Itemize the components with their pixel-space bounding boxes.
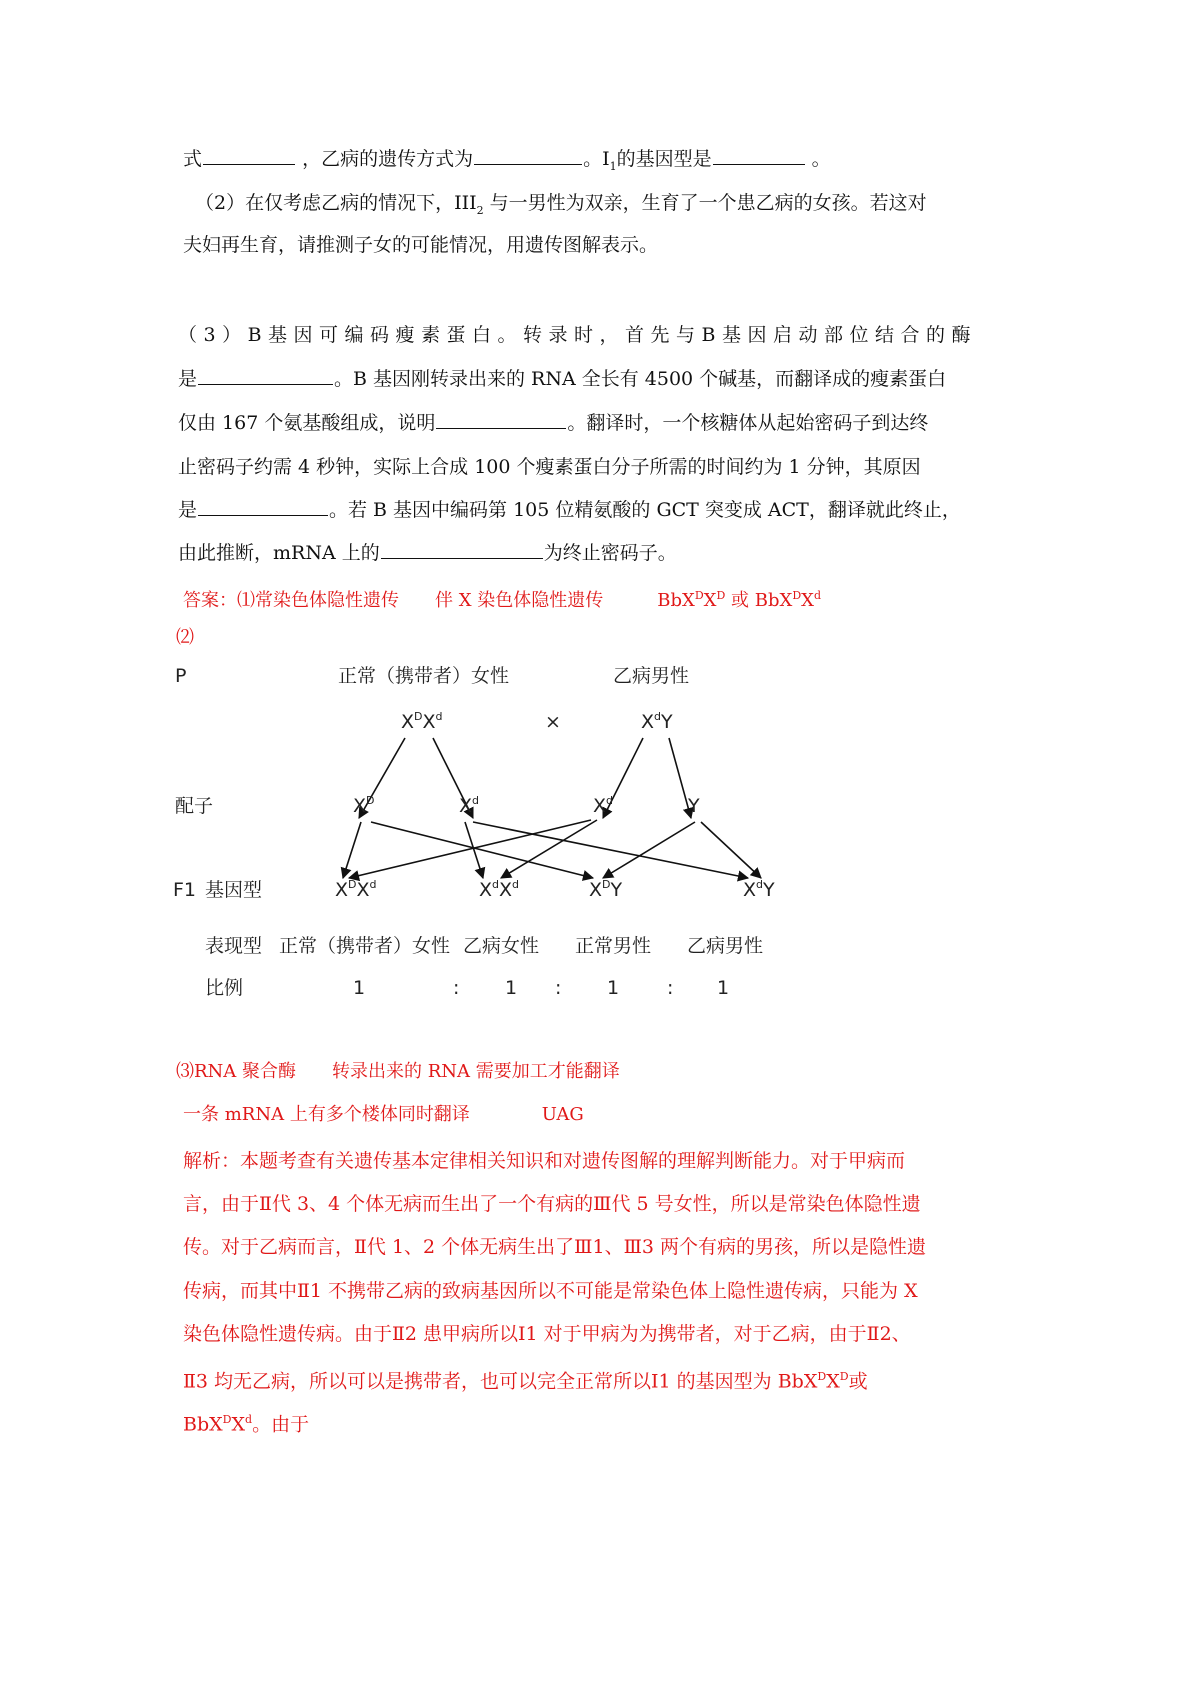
answer-blank-1[interactable] <box>203 146 295 165</box>
offspring-2: $X^dX^d$ <box>479 878 520 901</box>
sup: D <box>222 1413 232 1426</box>
ratio-sep-2: : <box>555 977 562 999</box>
parent-female-label: 正常（携带者）女性 <box>338 665 510 687</box>
answer-x: X <box>703 590 717 611</box>
q2-text-a: （2）在仅考虑乙病的情况下，III <box>195 192 477 214</box>
answer3-line-2: 一条 mRNA 上有多个楼体同时翻译 UAG <box>183 1104 584 1125</box>
analysis-line-7 <box>183 1407 309 1437</box>
q1-text-5: 。 <box>811 148 831 170</box>
phenotype-1: 正常（携带者）女性 <box>279 935 451 957</box>
q3-text-2a: 是 <box>178 368 198 390</box>
answer-blank-2[interactable] <box>474 146 582 165</box>
answer-blank-3[interactable] <box>713 146 805 165</box>
gametes-label: 配子 <box>175 795 214 817</box>
q3-text-3a: 仅由 167 个氨基酸组成，说明 <box>178 412 436 434</box>
gamete-3: $X^d$ <box>593 794 614 817</box>
analysis-x: X <box>826 1370 840 1393</box>
analysis-7a: BbX <box>183 1413 223 1436</box>
q2-text-b: 与一男性为双亲，生育了一个患乙病的女孩。若这对 <box>483 192 927 214</box>
parent-male-genotype: $X^dY$ <box>641 710 673 733</box>
q3-text-6b: 为终止密码子。 <box>543 542 677 564</box>
q2-sub: 2 <box>476 203 484 217</box>
ratio-3: 1 <box>607 977 620 999</box>
q1-text-4: 的基因型是 <box>616 148 712 170</box>
q3-line-4: 止密码子约需 4 秒钟，实际上合成 100 个瘦素蛋白分子所需的时间约为 1 分钟，其原因 <box>178 456 921 478</box>
analysis-line-5: 染色体隐性遗传病。由于Ⅱ2 患甲病所以Ⅰ1 对于甲病为为携带者，对于乙病，由于Ⅱ2、 <box>183 1323 911 1345</box>
parent-female-genotype: $X^DX^d$ <box>401 710 443 733</box>
phenotype-label: 表现型 <box>205 935 263 957</box>
sup: D <box>716 589 726 602</box>
answer-blank-5[interactable] <box>436 410 566 429</box>
cross-symbol: × <box>545 711 561 733</box>
sup: d <box>245 1413 253 1426</box>
ratio-4: 1 <box>717 977 730 999</box>
ratio-sep-3: : <box>667 977 674 999</box>
q2-line-1 <box>195 190 927 224</box>
ratio-1: 1 <box>353 977 366 999</box>
analysis-line-6 <box>183 1364 868 1394</box>
analysis-x: X <box>231 1413 246 1436</box>
genetic-cross-diagram <box>173 665 843 1102</box>
answer-blank-4[interactable] <box>198 366 333 385</box>
ratio-sep-1: : <box>453 977 460 999</box>
answer-text: 答案：⑴常染色体隐性遗传 伴 X 染色体隐性遗传 BbX <box>183 590 695 611</box>
q3-text-6a: 由此推断，mRNA 上的 <box>178 542 380 564</box>
parent-male-label: 乙病男性 <box>613 665 690 687</box>
q3-text-2b: 。B 基因刚转录出来的 RNA 全长有 4500 个碱基，而翻译成的瘦素蛋白 <box>334 368 947 390</box>
offspring-3: $X^DY$ <box>589 878 623 901</box>
analysis-line-2: 言，由于Ⅱ代 3、4 个体无病而生出了一个有病的Ⅲ代 5 号女性，所以是常染色体隐性遗 <box>183 1193 921 1215</box>
sup: d <box>813 589 822 602</box>
q3-line-2 <box>178 366 946 392</box>
offspring-1: $X^DX^d$ <box>335 878 377 901</box>
answer-blank-6[interactable] <box>198 497 328 516</box>
gamete-2: $X^d$ <box>459 794 480 817</box>
offspring-4: $X^dY$ <box>743 878 775 901</box>
gamete-1: $X^D$ <box>353 794 375 817</box>
q2-line-2: 夫妇再生育，请推测子女的可能情况，用遗传图解表示。 <box>183 234 659 256</box>
sup: D <box>839 1370 849 1383</box>
label-p: P <box>175 665 187 687</box>
sup: D <box>817 1370 827 1383</box>
q3-text-3b: 。翻译时，一个核糖体从起始密码子到达终 <box>567 412 929 434</box>
phenotype-3: 正常男性 <box>575 935 652 957</box>
genotype-label: 基因型 <box>205 879 263 901</box>
sup: D <box>694 589 704 602</box>
answer-part-2: ⑵ <box>176 627 194 648</box>
q1-text-2: ，乙病的遗传方式为 <box>302 148 474 170</box>
q1-line <box>183 146 831 180</box>
phenotype-4: 乙病男性 <box>687 935 764 957</box>
sup: D <box>792 589 802 602</box>
gamete-4: Y <box>688 795 700 817</box>
q3-line-1: （3）B基因可编码瘦素蛋白。转录时，首先与B基因启动部位结合的酶 <box>178 324 978 346</box>
analysis-6a: Ⅱ3 均无乙病，所以可以是携带者，也可以完全正常所以Ⅰ1 的基因型为 BbX <box>183 1370 818 1393</box>
analysis-6b: 或 <box>848 1370 868 1393</box>
q1-sub: 1 <box>609 159 617 173</box>
answer3-line-1: ⑶RNA 聚合酶 转录出来的 RNA 需要加工才能翻译 <box>176 1061 620 1082</box>
answer-line-1 <box>183 583 821 614</box>
q3-text-5b: 。若 B 基因中编码第 105 位精氨酸的 GCT 突变成 ACT，翻译就此终止， <box>329 499 961 521</box>
q3-line-6 <box>178 540 677 566</box>
q3-text-5a: 是 <box>178 499 198 521</box>
ratio-label: 比例 <box>205 977 244 999</box>
analysis-line-3: 传。对于乙病而言，Ⅱ代 1、2 个体无病生出了Ⅲ1、Ⅲ3 两个有病的男孩，所以是隐性遗 <box>183 1236 927 1258</box>
phenotype-2: 乙病女性 <box>463 935 540 957</box>
ratio-2: 1 <box>505 977 518 999</box>
answer-or: 或 BbX <box>725 590 793 611</box>
answer-blank-7[interactable] <box>381 540 543 559</box>
q3-line-3 <box>178 410 928 436</box>
analysis-7b: 。由于 <box>252 1413 310 1436</box>
analysis-line-1: 解析：本题考查有关遗传基本定律相关知识和对遗传图解的理解判断能力。对于甲病而 <box>183 1150 906 1172</box>
q3-line-5 <box>178 497 961 523</box>
answer-x: X <box>801 590 814 611</box>
f1-label: F1 <box>173 879 197 901</box>
q1-text-3: 。I <box>583 148 610 170</box>
analysis-line-4: 传病，而其中Ⅱ1 不携带乙病的致病基因所以不可能是常染色体上隐性遗传病，只能为 X <box>183 1280 918 1302</box>
q1-text-1: 式 <box>183 148 203 170</box>
